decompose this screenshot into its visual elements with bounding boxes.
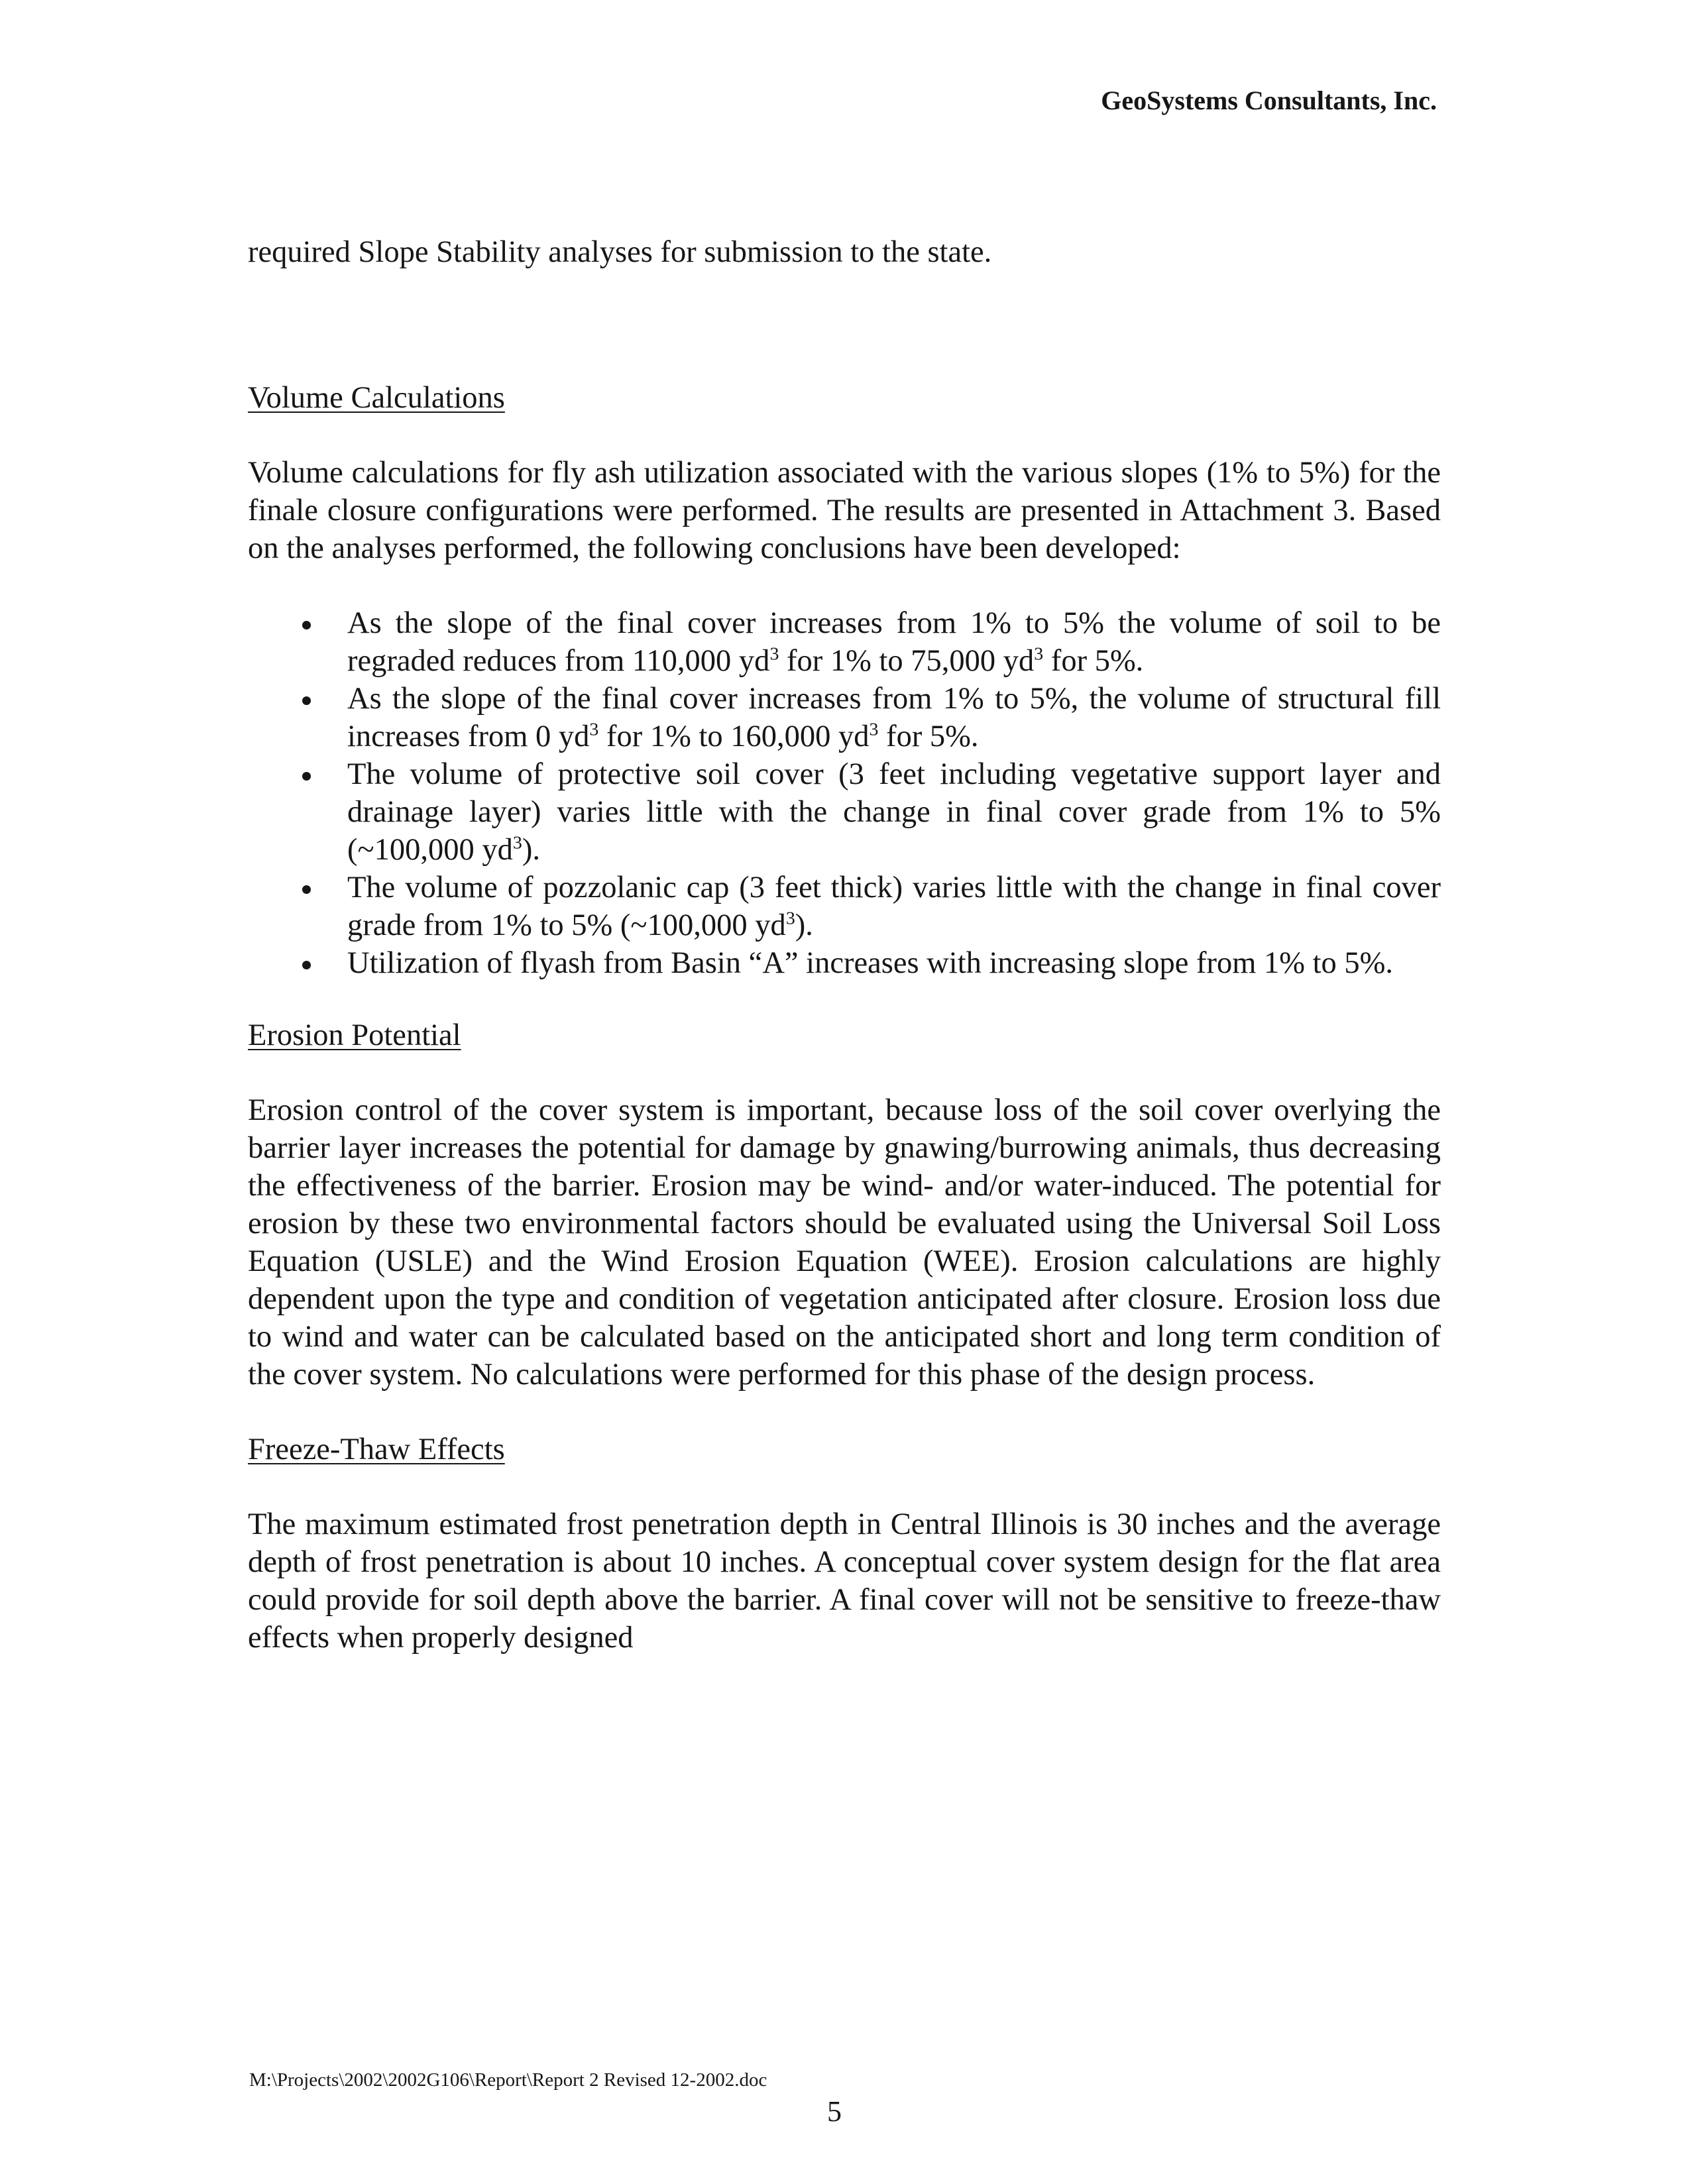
company-header: GeoSystems Consultants, Inc. bbox=[1101, 85, 1437, 115]
bullet-text: ). bbox=[795, 908, 813, 942]
bullet-text: for 5%. bbox=[878, 720, 979, 753]
bullet-text: As the slope of the final cover increases from 1% to 5%, the volume of structural fill increases from 0 yd bbox=[347, 682, 1441, 753]
bullet-icon bbox=[302, 621, 311, 629]
bullet-icon bbox=[302, 772, 311, 781]
bullet-text: The volume of protective soil cover (3 feet including vegetative support layer and drainage layer) varies little with the change in final cover grade from 1% to 5% (~100,000 yd bbox=[347, 757, 1441, 867]
freeze-thaw-heading: Freeze-Thaw Effects bbox=[248, 1433, 505, 1466]
superscript: 3 bbox=[589, 719, 599, 740]
bullet-icon bbox=[302, 696, 311, 705]
erosion-potential-paragraph: Erosion control of the cover system is important, because loss of the soil cover overlying the barrier layer increases the potential for damage by gnawing/burrowing animals, thus decreasing the effectiveness of the barrier. Erosion may be wind- and/or water-induced. The potential for erosion by these two environmental factors should be evaluated using the Universal Soil Loss Equation (USLE) and the Wind Erosion Equation (WEE). Erosion calculations are highly dependent upon the type and condition of vegetation anticipated after closure. Erosion loss due to wind and water can be calculated based on the anticipated short and long term condition of the cover system. No calculations were performed for this phase of the design process. bbox=[248, 1093, 1441, 1392]
superscript: 3 bbox=[512, 832, 522, 853]
superscript: 3 bbox=[869, 719, 879, 740]
superscript: 3 bbox=[769, 643, 779, 665]
intro-text: required Slope Stability analyses for submission to the state. bbox=[248, 235, 992, 269]
superscript: 3 bbox=[785, 908, 795, 929]
list-item bbox=[248, 680, 1441, 755]
bullet-text: for 1% to 75,000 yd bbox=[779, 644, 1035, 678]
list-item bbox=[248, 944, 1441, 982]
bullet-icon bbox=[302, 885, 311, 894]
volume-calculations-heading: Volume Calculations bbox=[248, 381, 505, 415]
list-item bbox=[248, 604, 1441, 680]
list-item bbox=[248, 755, 1441, 869]
page-number: 5 bbox=[827, 2095, 842, 2128]
volume-conclusions-list bbox=[248, 604, 1441, 982]
footer-file-path: M:\Projects\2002\2002G106\Report\Report 2 Revised 12-2002.doc bbox=[249, 2069, 767, 2091]
freeze-thaw-paragraph: The maximum estimated frost penetration depth in Central Illinois is 30 inches and the average depth of frost penetration is about 10 inches. A conceptual cover system design for the flat area could provide for soil depth above the barrier. A final cover will not be sensitive to freeze-thaw effects when properly designed bbox=[248, 1507, 1441, 1655]
bullet-text: ). bbox=[522, 833, 540, 867]
list-item bbox=[248, 869, 1441, 944]
erosion-potential-heading: Erosion Potential bbox=[248, 1018, 461, 1052]
bullet-icon bbox=[302, 961, 311, 969]
bullet-text: Utilization of flyash from Basin “A” increases with increasing slope from 1% to 5%. bbox=[347, 946, 1394, 980]
volume-calculations-paragraph: Volume calculations for fly ash utilization associated with the various slopes (1% to 5%) for the finale closure configurations were performed. The results are presented in Attachment 3. Based on the analyses performed, the following conclusions have been developed: bbox=[248, 456, 1441, 565]
bullet-text: As the slope of the final cover increases from 1% to 5% the volume of soil to be regraded reduces from 110,000 yd bbox=[347, 606, 1441, 678]
bullet-text: The volume of pozzolanic cap (3 feet thick) varies little with the change in final cover grade from 1% to 5% (~100,000 yd bbox=[347, 871, 1441, 942]
bullet-text: for 1% to 160,000 yd bbox=[598, 720, 870, 753]
superscript: 3 bbox=[1034, 643, 1044, 665]
bullet-text: for 5%. bbox=[1043, 644, 1144, 678]
document-body bbox=[248, 233, 1441, 1657]
